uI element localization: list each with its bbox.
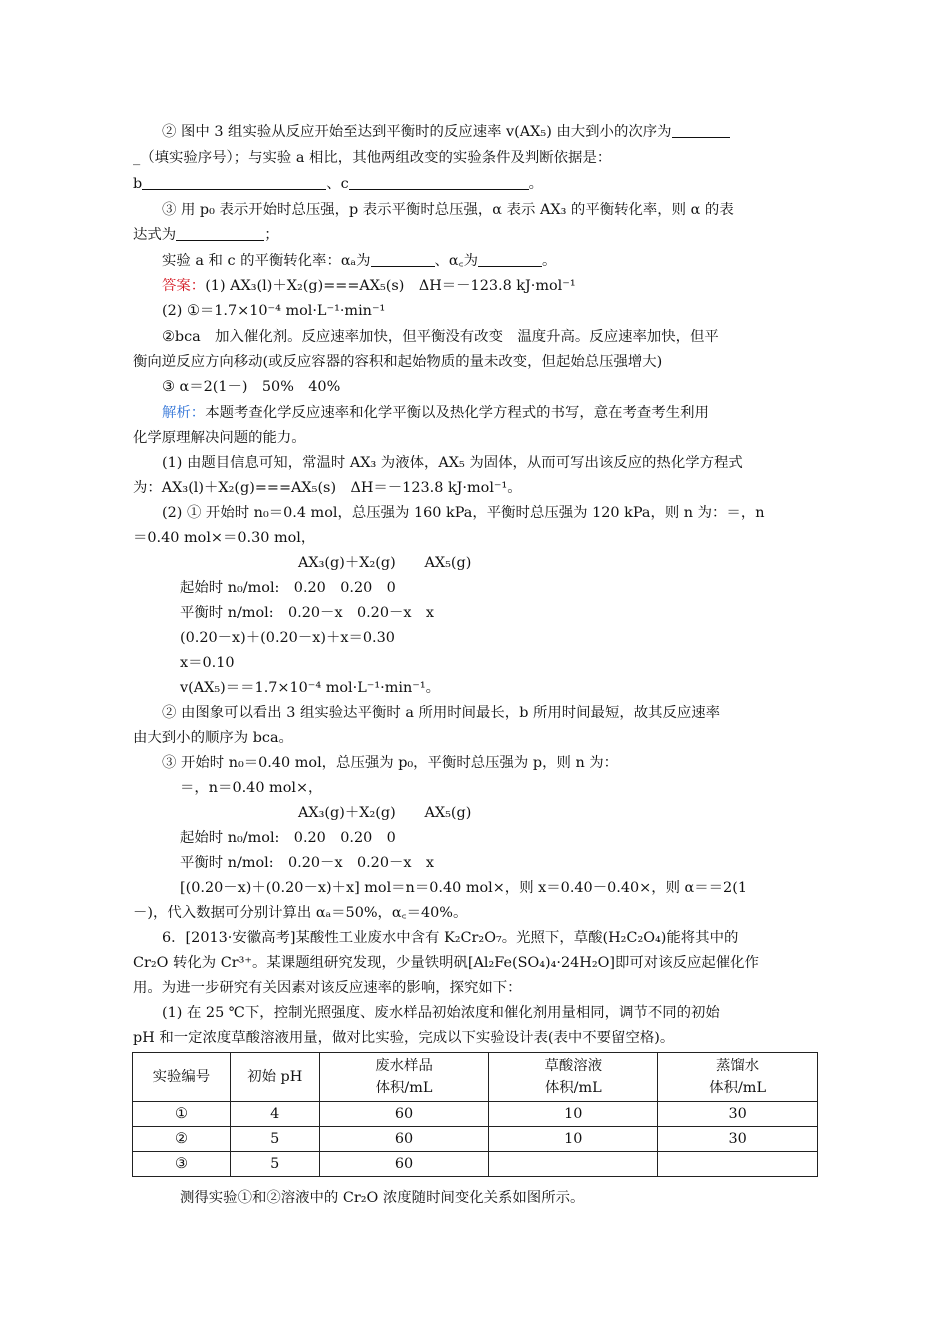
analysis-line: (2) ① 开始时 n₀＝0.4 mol，总压强为 160 kPa，平衡时总压强为 120 kPa，则 n 为：＝，n	[162, 505, 765, 521]
answer-label: 答案：	[162, 278, 206, 294]
analysis-line: 为：AX₃(l)＋X₂(g)===AX₅(s) ΔH＝－123.8 kJ·mol⁻¹。	[133, 480, 522, 496]
table-cell: 60	[319, 1127, 489, 1152]
table-cell: ②	[133, 1127, 231, 1152]
equation-line: 平衡时 n/mol: 0.20－x 0.20－x x	[180, 605, 435, 621]
table-header-cell: 废水样品 体积/mL	[319, 1053, 489, 1102]
text-line: b 、c 。	[133, 176, 544, 192]
equation-line: 起始时 n₀/mol: 0.20 0.20 0	[180, 830, 396, 846]
equation-line: 起始时 n₀/mol: 0.20 0.20 0	[180, 580, 396, 596]
text-line: 实验 a 和 c 的平衡转化率：αₐ为 、α꜀为 。	[162, 253, 557, 269]
table-cell: 10	[489, 1102, 658, 1127]
answer-line: ③ α＝2(1－) 50% 40%	[162, 379, 341, 395]
equation-line: AX₃(g)＋X₂(g) AX₅(g)	[298, 555, 472, 571]
table-cell: 4	[230, 1102, 319, 1127]
table-header-cell: 草酸溶液 体积/mL	[489, 1053, 658, 1102]
question-line: 6．[2013·安徽高考]某酸性工业废水中含有 K₂Cr₂O₇。光照下，草酸(H₂C₂O₄)能将其中的	[162, 930, 739, 946]
question-line: Cr₂O 转化为 Cr³⁺。某课题组研究发现，少量铁明矾[Al₂Fe(SO₄)₄·24H₂O]即可对该反应起催化作	[133, 955, 759, 971]
analysis-line: (1) 由题目信息可知，常温时 AX₃ 为液体，AX₅ 为固体，从而可写出该反应的热化学方程式	[162, 455, 743, 471]
text-line: ② 图中 3 组实验从反应开始至达到平衡时的反应速率 v(AX₅) 由大到小的次序为	[162, 122, 730, 142]
table-row	[133, 1127, 818, 1152]
equation-line: x＝0.10	[180, 655, 235, 671]
table-cell	[658, 1152, 818, 1177]
table-header-row	[133, 1053, 818, 1102]
equation-line: v(AX₅)＝＝1.7×10⁻⁴ mol·L⁻¹·min⁻¹。	[180, 680, 440, 696]
text-line: _（填实验序号）；与实验 a 相比，其他两组改变的实验条件及判断依据是：	[133, 150, 612, 166]
table-header-cell: 蒸馏水 体积/mL	[658, 1053, 818, 1102]
table-cell: ③	[133, 1152, 231, 1177]
table-cell: ①	[133, 1102, 231, 1127]
text-line: 达式为 ；	[133, 227, 279, 243]
experiment-design-table	[132, 1052, 818, 1177]
answer-line: 答案：(1) AX₃(l)＋X₂(g)===AX₅(s) ΔH＝－123.8 kJ·mol⁻¹	[162, 278, 576, 294]
equation-line: ＝，n＝0.40 mol×，	[180, 780, 323, 796]
answer-line: ②bca 加入催化剂。反应速率加快，但平衡没有改变 温度升高。反应速率加快，但平	[162, 329, 719, 345]
table-header-cell: 实验编号	[133, 1053, 231, 1102]
analysis-line: 解析：本题考查化学反应速率和化学平衡以及热化学方程式的书写，意在考查考生利用	[162, 405, 709, 421]
equation-line: (0.20－x)＋(0.20－x)＋x＝0.30	[180, 630, 395, 646]
question-line: (1) 在 25 ℃下，控制光照强度、废水样品初始浓度和催化剂用量相同，调节不同的初始	[162, 1005, 720, 1021]
equation-line: [(0.20－x)＋(0.20－x)＋x] mol＝n＝0.40 mol×，则 x＝0.40－0.40×，则 α＝＝2(1	[180, 880, 747, 896]
text-line: ③ 用 p₀ 表示开始时总压强，p 表示平衡时总压强，α 表示 AX₃ 的平衡转化率，则 α 的表	[162, 202, 734, 218]
answer-line: 衡向逆反应方向移动(或反应容器的容积和起始物质的量未改变，但起始总压强增大)	[133, 354, 663, 370]
table-cell	[489, 1152, 658, 1177]
analysis-line: 化学原理解决问题的能力。	[133, 430, 306, 446]
table-cell: 30	[658, 1127, 818, 1152]
table-header-cell: 初始 pH	[230, 1053, 319, 1102]
table-cell: 10	[489, 1127, 658, 1152]
table-cell: 60	[319, 1152, 489, 1177]
text-line: 测得实验①和②溶液中的 Cr₂O 浓度随时间变化关系如图所示。	[180, 1190, 585, 1206]
table-cell: 5	[230, 1127, 319, 1152]
analysis-line: 由大到小的顺序为 bca。	[133, 730, 293, 746]
analysis-label: 解析：	[162, 405, 206, 421]
analysis-line: －)，代入数据可分别计算出 αₐ＝50%，α꜀＝40%。	[133, 905, 468, 921]
equation-line: 平衡时 n/mol: 0.20－x 0.20－x x	[180, 855, 435, 871]
analysis-line: ＝0.40 mol×＝0.30 mol，	[133, 530, 316, 546]
equation-line: AX₃(g)＋X₂(g) AX₅(g)	[298, 805, 472, 821]
question-line: 用。为进一步研究有关因素对该反应速率的影响，探究如下：	[133, 980, 522, 996]
analysis-line: ② 由图象可以看出 3 组实验达平衡时 a 所用时间最长，b 所用时间最短，故其反应速率	[162, 705, 721, 721]
answer-line: (2) ①＝1.7×10⁻⁴ mol·L⁻¹·min⁻¹	[162, 303, 386, 319]
table-row	[133, 1102, 818, 1127]
table-row	[133, 1152, 818, 1177]
question-line: pH 和一定浓度草酸溶液用量，做对比实验，完成以下实验设计表(表中不要留空格)。	[133, 1030, 675, 1046]
analysis-line: ③ 开始时 n₀＝0.40 mol，总压强为 p₀，平衡时总压强为 p，则 n 为：	[162, 755, 619, 771]
table-cell: 5	[230, 1152, 319, 1177]
table-cell: 30	[658, 1102, 818, 1127]
table-cell: 60	[319, 1102, 489, 1127]
